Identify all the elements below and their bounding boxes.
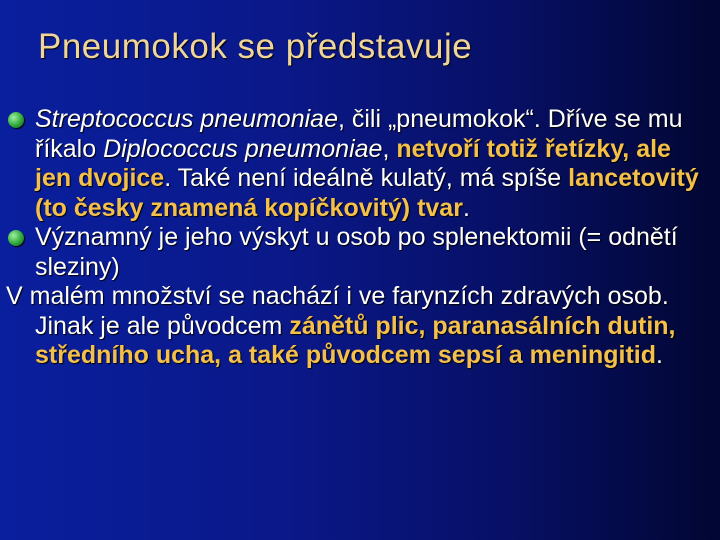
slide-title: Pneumokok se představuje (38, 27, 473, 66)
slide-content (6, 105, 706, 371)
former-name: Diplococcus pneumoniae (103, 134, 383, 163)
paragraph-3 (6, 282, 706, 371)
green-bullet-icon (8, 230, 24, 246)
text-segment: , čili „pneumokok“. Dříve se mu říkalo (35, 105, 683, 163)
text-segment: , (382, 134, 397, 163)
text-segment: Významný je jeho výskyt u osob po splenektomii (= odnětí sleziny) (35, 223, 678, 281)
text-segment: V malém množství se nachází i ve farynzích zdravých osob. Jinak je ale původcem (6, 282, 669, 340)
highlight-pairs: netvoří totiž řetízky, ale jen dvojice (35, 134, 671, 192)
green-bullet-icon (8, 112, 24, 128)
highlight-shape: lancetovitý (to česky znamená kopíčkovitý) tvar (35, 164, 699, 222)
species-name: Streptococcus pneumoniae (35, 105, 338, 133)
bullet-paragraph-2 (6, 223, 706, 282)
text-segment: . (462, 193, 470, 222)
bullet-paragraph-1 (6, 105, 706, 223)
text-segment: . (655, 341, 663, 369)
text-segment: . Také není ideálně kulatý, má spíše (164, 164, 569, 192)
highlight-diseases: zánětů plic, paranasálních dutin, středního ucha, a také původcem sepsí a meningitid (35, 311, 676, 369)
